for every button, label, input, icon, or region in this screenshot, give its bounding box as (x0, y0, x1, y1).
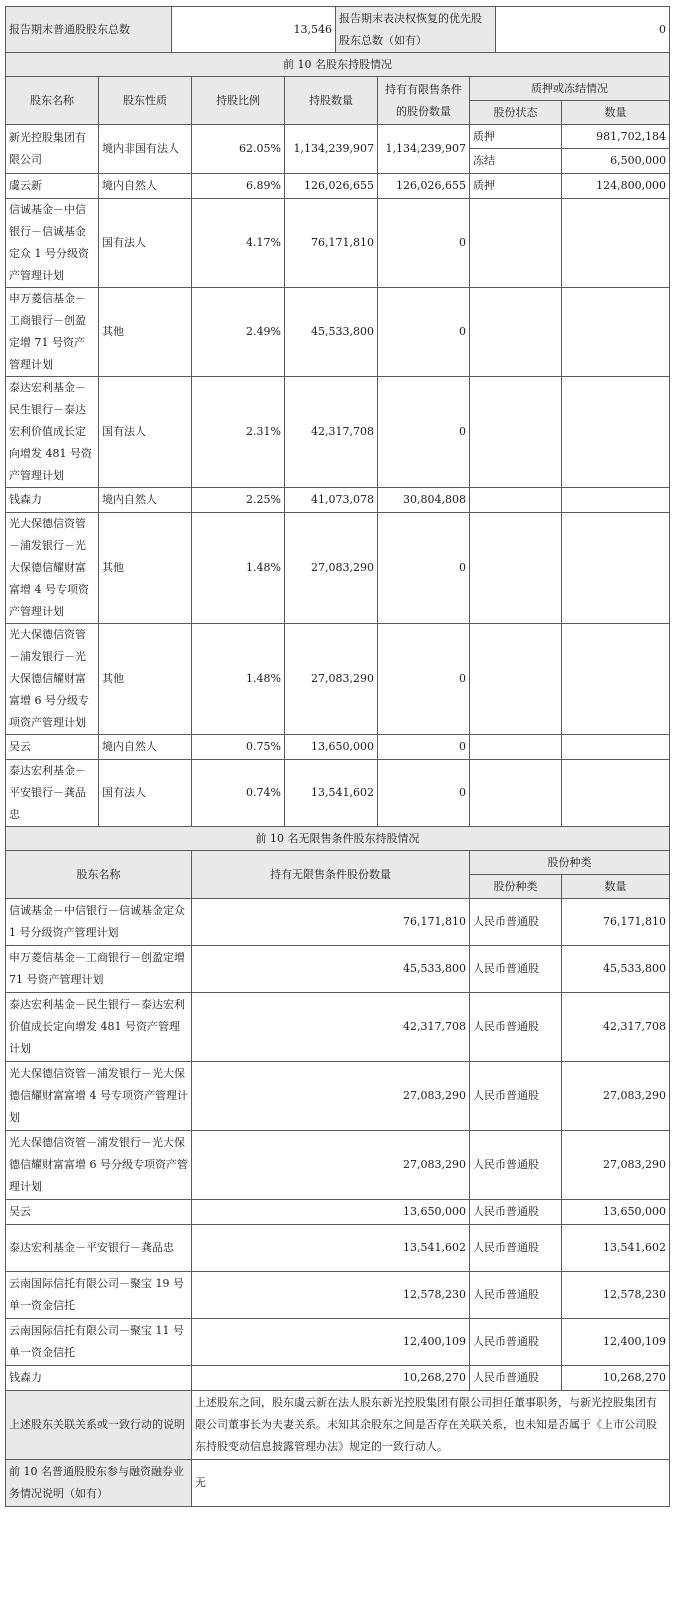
unrestricted-qty: 42,317,708 (192, 993, 470, 1062)
common-holders-value: 13,546 (172, 7, 336, 53)
shareholding-qty: 13,650,000 (285, 735, 378, 760)
share-type: 人民币普通股 (470, 1366, 562, 1391)
unrestricted-holder-name: 泰达宏利基金－民生银行－泰达宏利价值成长定向增发 481 号资产管理计划 (6, 993, 192, 1062)
restricted-qty: 0 (378, 288, 470, 377)
header-nature: 股东性质 (99, 77, 192, 125)
relation-row (6, 1391, 670, 1460)
unrestricted-qty: 10,268,270 (192, 1366, 470, 1391)
shareholder-nature: 其他 (99, 513, 192, 624)
unrestricted-table (5, 826, 670, 1391)
share-type: 人民币普通股 (470, 1131, 562, 1200)
unrestricted-qty: 13,650,000 (192, 1200, 470, 1225)
share-type-qty: 45,533,800 (562, 946, 670, 993)
common-holders-label: 报告期末普通股股东总数 (6, 7, 172, 53)
pledge-qty: 124,800,000 (562, 174, 670, 199)
unrestricted-holder-name: 钱森力 (6, 1366, 192, 1391)
shareholder-nature: 国有法人 (99, 377, 192, 488)
unres-header-name: 股东名称 (6, 851, 192, 899)
unrestricted-row (6, 993, 670, 1062)
shareholder-row (6, 513, 670, 624)
shareholder-row (6, 174, 670, 199)
pledge-status (470, 288, 562, 377)
pledge-qty (562, 377, 670, 488)
unrestricted-holder-name: 申万菱信基金－工商银行－创盈定增 71 号资产管理计划 (6, 946, 192, 993)
unrestricted-row (6, 1319, 670, 1366)
unrestricted-qty: 27,083,290 (192, 1131, 470, 1200)
summary-row (6, 7, 670, 53)
shareholding-ratio: 0.74% (192, 760, 285, 827)
unrestricted-row (6, 946, 670, 993)
unrestricted-holder-name: 云南国际信托有限公司－聚宝 19 号单一资金信托 (6, 1272, 192, 1319)
shareholding-ratio: 2.49% (192, 288, 285, 377)
unres-header-qty: 持有无限售条件股份数量 (192, 851, 470, 899)
unrestricted-holder-name: 吴云 (6, 1200, 192, 1225)
restricted-qty: 126,026,655 (378, 174, 470, 199)
restricted-qty: 0 (378, 624, 470, 735)
shareholder-nature: 境内自然人 (99, 174, 192, 199)
shareholder-report (5, 6, 669, 1507)
unrestricted-row (6, 899, 670, 946)
pledge-qty (562, 624, 670, 735)
shareholding-ratio: 2.31% (192, 377, 285, 488)
pledge-status (470, 488, 562, 513)
shareholding-ratio: 4.17% (192, 199, 285, 288)
shareholder-nature: 其他 (99, 624, 192, 735)
header-pledge-status: 股份状态 (470, 101, 562, 125)
unrestricted-section-title: 前 10 名无限售条件股东持股情况 (6, 827, 670, 851)
summary-table (5, 6, 670, 53)
shareholding-ratio: 1.48% (192, 624, 285, 735)
header-pledge-group: 质押或冻结情况 (470, 77, 670, 101)
freeze-status: 冻结 (470, 149, 562, 174)
restricted-qty: 0 (378, 513, 470, 624)
shareholder-row (6, 377, 670, 488)
shareholding-qty: 1,134,239,907 (285, 125, 378, 174)
share-type-qty: 12,400,109 (562, 1319, 670, 1366)
unrestricted-holder-name: 信诚基金－中信银行－信诚基金定众 1 号分级资产管理计划 (6, 899, 192, 946)
share-type: 人民币普通股 (470, 1319, 562, 1366)
shareholding-qty: 76,171,810 (285, 199, 378, 288)
unrestricted-row (6, 1131, 670, 1200)
freeze-qty: 6,500,000 (562, 149, 670, 174)
unrestricted-holder-name: 泰达宏利基金－平安银行－龚品忠 (6, 1225, 192, 1272)
shareholder-nature: 境内自然人 (99, 735, 192, 760)
shareholding-qty: 42,317,708 (285, 377, 378, 488)
unrestricted-qty: 12,400,109 (192, 1319, 470, 1366)
header-ratio: 持股比例 (192, 77, 285, 125)
shareholder-nature: 国有法人 (99, 760, 192, 827)
unrestricted-qty: 76,171,810 (192, 899, 470, 946)
shareholding-ratio: 6.89% (192, 174, 285, 199)
shareholder-row (6, 488, 670, 513)
margin-label: 前 10 名普通股股东参与融资融券业务情况说明（如有） (6, 1460, 192, 1507)
shareholder-name: 新光控股集团有限公司 (6, 125, 99, 174)
share-type: 人民币普通股 (470, 993, 562, 1062)
share-type: 人民币普通股 (470, 1062, 562, 1131)
share-type-qty: 27,083,290 (562, 1131, 670, 1200)
preferred-holders-label: 报告期末表决权恢复的优先股股东总数（如有） (336, 7, 496, 53)
unrestricted-row (6, 1272, 670, 1319)
shareholder-row (6, 735, 670, 760)
share-type-qty: 10,268,270 (562, 1366, 670, 1391)
share-type-qty: 13,650,000 (562, 1200, 670, 1225)
shareholder-row (6, 125, 670, 149)
unrestricted-row (6, 1200, 670, 1225)
margin-text: 无 (192, 1460, 670, 1507)
share-type-qty: 27,083,290 (562, 1062, 670, 1131)
unrestricted-holder-name: 光大保德信资管－浦发银行－光大保德信耀财富富增 6 号分级专项资产管理计划 (6, 1131, 192, 1200)
unres-header-type: 股份种类 (470, 875, 562, 899)
pledge-status: 质押 (470, 125, 562, 149)
restricted-qty: 30,804,808 (378, 488, 470, 513)
unrestricted-qty: 27,083,290 (192, 1062, 470, 1131)
pledge-status (470, 377, 562, 488)
unrestricted-holder-name: 云南国际信托有限公司－聚宝 11 号单一资金信托 (6, 1319, 192, 1366)
pledge-qty: 981,702,184 (562, 125, 670, 149)
pledge-qty (562, 288, 670, 377)
shareholding-qty: 126,026,655 (285, 174, 378, 199)
share-type: 人民币普通股 (470, 946, 562, 993)
unrestricted-row (6, 1062, 670, 1131)
relation-label: 上述股东关联关系或一致行动的说明 (6, 1391, 192, 1460)
share-type-qty: 13,541,602 (562, 1225, 670, 1272)
relation-text: 上述股东之间，股东虞云新在法人股东新光控股集团有限公司担任董事职务，与新光控股集团有限公司董事长为夫妻关系。未知其余股东之间是否存在关联关系，也未知是否属于《上市公司股东持股变动信息披露管理办法》规定的一致行动人。 (192, 1391, 670, 1460)
shareholder-row (6, 760, 670, 827)
shareholding-qty: 27,083,290 (285, 624, 378, 735)
pledge-status: 质押 (470, 174, 562, 199)
pledge-qty (562, 488, 670, 513)
shareholder-name: 申万菱信基金－工商银行－创盈定增 71 号资产管理计划 (6, 288, 99, 377)
unrestricted-holder-name: 光大保德信资管－浦发银行－光大保德信耀财富富增 4 号专项资产管理计划 (6, 1062, 192, 1131)
shareholding-ratio: 62.05% (192, 125, 285, 174)
share-type: 人民币普通股 (470, 899, 562, 946)
shareholder-nature: 其他 (99, 288, 192, 377)
restricted-qty: 1,134,239,907 (378, 125, 470, 174)
shareholding-qty: 13,541,602 (285, 760, 378, 827)
unrestricted-qty: 13,541,602 (192, 1225, 470, 1272)
pledge-status (470, 624, 562, 735)
unrestricted-qty: 12,578,230 (192, 1272, 470, 1319)
share-type-qty: 42,317,708 (562, 993, 670, 1062)
share-type: 人民币普通股 (470, 1225, 562, 1272)
shareholder-name: 光大保德信资管－浦发银行－光大保德信耀财富富增 6 号分级专项资产管理计划 (6, 624, 99, 735)
shareholder-row (6, 288, 670, 377)
shareholder-name: 泰达宏利基金－民生银行－泰达宏利价值成长定向增发 481 号资产管理计划 (6, 377, 99, 488)
unres-header-type-qty: 数量 (562, 875, 670, 899)
shareholding-ratio: 2.25% (192, 488, 285, 513)
header-restricted: 持有有限售条件的股份数量 (378, 77, 470, 125)
shareholding-qty: 45,533,800 (285, 288, 378, 377)
restricted-qty: 0 (378, 760, 470, 827)
unres-header-type-group: 股份种类 (470, 851, 670, 875)
pledge-qty (562, 199, 670, 288)
shareholder-name: 光大保德信资管－浦发银行－光大保德信耀财富富增 4 号专项资产管理计划 (6, 513, 99, 624)
pledge-qty (562, 735, 670, 760)
header-pledge-qty: 数量 (562, 101, 670, 125)
shareholder-nature: 境内自然人 (99, 488, 192, 513)
shareholding-ratio: 0.75% (192, 735, 285, 760)
top10-header-row-1 (6, 77, 670, 101)
restricted-qty: 0 (378, 377, 470, 488)
shareholding-qty: 27,083,290 (285, 513, 378, 624)
header-qty: 持股数量 (285, 77, 378, 125)
share-type-qty: 76,171,810 (562, 899, 670, 946)
shareholder-name: 吴云 (6, 735, 99, 760)
margin-row (6, 1460, 670, 1507)
shareholder-name: 泰达宏利基金－平安银行－龚品忠 (6, 760, 99, 827)
notes-table (5, 1390, 670, 1507)
pledge-status (470, 735, 562, 760)
pledge-status (470, 513, 562, 624)
shareholder-nature: 境内非国有法人 (99, 125, 192, 174)
shareholding-ratio: 1.48% (192, 513, 285, 624)
pledge-status (470, 760, 562, 827)
header-name: 股东名称 (6, 77, 99, 125)
pledge-qty (562, 760, 670, 827)
shareholding-qty: 41,073,078 (285, 488, 378, 513)
share-type: 人民币普通股 (470, 1272, 562, 1319)
shareholder-name: 虞云新 (6, 174, 99, 199)
shareholder-row (6, 624, 670, 735)
shareholder-name: 钱森力 (6, 488, 99, 513)
restricted-qty: 0 (378, 199, 470, 288)
unrestricted-header-row-1 (6, 851, 670, 875)
shareholder-nature: 国有法人 (99, 199, 192, 288)
unrestricted-qty: 45,533,800 (192, 946, 470, 993)
shareholder-name: 信诚基金－中信银行－信诚基金定众 1 号分级资产管理计划 (6, 199, 99, 288)
pledge-qty (562, 513, 670, 624)
share-type-qty: 12,578,230 (562, 1272, 670, 1319)
shareholder-row (6, 199, 670, 288)
unrestricted-row (6, 1366, 670, 1391)
pledge-status (470, 199, 562, 288)
top10-table (5, 52, 670, 827)
share-type: 人民币普通股 (470, 1200, 562, 1225)
restricted-qty: 0 (378, 735, 470, 760)
preferred-holders-value: 0 (496, 7, 670, 53)
top10-section-title: 前 10 名股东持股情况 (6, 53, 670, 77)
unrestricted-row (6, 1225, 670, 1272)
